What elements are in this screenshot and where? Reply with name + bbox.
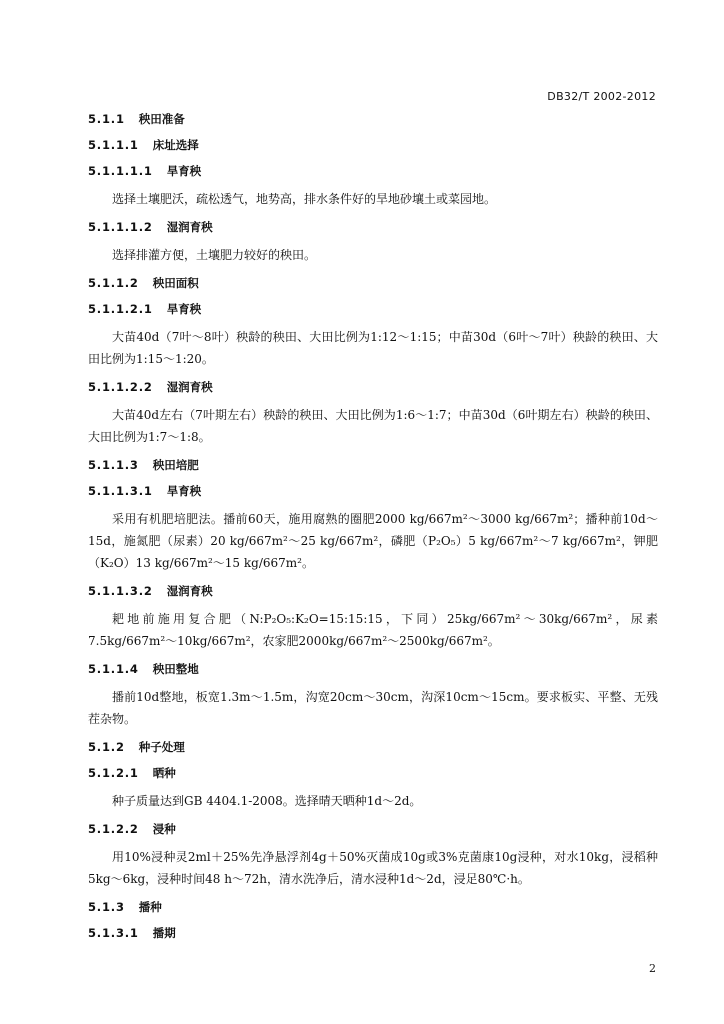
section-title: 湿润育秧 [166,220,213,234]
section-number: 5.1.3 [88,900,125,914]
section-number: 5.1.1.3.1 [88,484,153,498]
section-number: 5.1.1.4 [88,662,139,676]
section-title: 播种 [138,900,162,914]
paragraph: 采用有机肥培肥法。播前60天，施用腐熟的圈肥2000 kg/667m²～3000 kg/667m²；播种前10d～15d，施氮肥（尿素）20 kg/667m²～25 kg/667m²，磷肥（P₂O₅）5 kg/667m²～7 kg/667m²，钾肥（K₂O）13 kg/667m²～15 kg/667m²。 [88,512,658,570]
section-title: 种子处理 [138,740,185,754]
section-number: 5.1.2 [88,740,125,754]
paragraph: 选择排灌方便，土壤肥力较好的秧田。 [112,248,317,262]
section-heading [88,820,658,838]
section-number: 5.1.1.1.2 [88,220,153,234]
section-title: 湿润育秧 [166,584,213,598]
section-heading [88,274,658,292]
section-title: 秧田面积 [152,276,199,290]
section-title: 旱育秧 [166,302,202,316]
section-heading [88,110,658,128]
section-number: 5.1.1.2.2 [88,380,153,394]
section-number: 5.1.1.1.1 [88,164,153,178]
section-title: 湿润育秧 [166,380,213,394]
document-code: DB32/T 2002-2012 [547,90,656,103]
paragraph: 大苗40d（7叶～8叶）秧龄的秧田、大田比例为1:12～1:15；中苗30d（6叶～7叶）秧龄的秧田、大田比例为1:15～1:20。 [88,330,658,366]
section-title: 旱育秧 [166,484,202,498]
section-title: 浸种 [152,822,176,836]
section-heading [88,924,658,942]
section-title: 秧田培肥 [152,458,199,472]
paragraph: 用10%浸种灵2ml＋25%先净悬浮剂4g＋50%灭菌成10g或3%克菌康10g浸种，对水10kg，浸稻种5kg～6kg，浸种时间48 h～72h，清水洗净后，清水浸种1d～2d，浸足80℃·h。 [88,850,658,886]
section-heading [88,898,658,916]
section-number: 5.1.2.1 [88,766,139,780]
section-heading [88,582,658,600]
section-title: 旱育秧 [166,164,202,178]
section-number: 5.1.3.1 [88,926,139,940]
section-heading [88,136,658,154]
document-body [88,110,658,942]
section-heading [88,218,658,236]
section-heading [88,482,658,500]
section-number: 5.1.2.2 [88,822,139,836]
paragraph: 耙地前施用复合肥（N:P₂O₅:K₂O=15:15:15，下同）25kg/667m²～30kg/667m²，尿素7.5kg/667m²～10kg/667m²，农家肥2000kg/667m²～2500kg/667m²。 [88,612,658,648]
section-heading [88,660,658,678]
section-number: 5.1.1.2 [88,276,139,290]
section-title: 秧田准备 [138,112,185,126]
section-title: 床址选择 [152,138,199,152]
section-title: 秧田整地 [152,662,199,676]
section-number: 5.1.1.2.1 [88,302,153,316]
section-heading [88,378,658,396]
section-heading [88,456,658,474]
paragraph: 播前10d整地，板宽1.3m～1.5m，沟宽20cm～30cm，沟深10cm～15cm。要求板实、平整、无残茬杂物。 [88,690,658,726]
section-heading [88,764,658,782]
section-heading [88,738,658,756]
section-heading [88,162,658,180]
section-number: 5.1.1.3 [88,458,139,472]
section-title: 播期 [152,926,176,940]
section-number: 5.1.1 [88,112,125,126]
paragraph: 选择土壤肥沃，疏松透气，地势高，排水条件好的旱地砂壤土或菜园地。 [112,192,497,206]
section-number: 5.1.1.1 [88,138,139,152]
paragraph: 种子质量达到GB 4404.1-2008。选择晴天晒种1d～2d。 [112,794,422,808]
paragraph: 大苗40d左右（7叶期左右）秧龄的秧田、大田比例为1:6～1:7；中苗30d（6叶期左右）秧龄的秧田、大田比例为1:7～1:8。 [88,408,658,444]
section-title: 晒种 [152,766,176,780]
section-heading [88,300,658,318]
page-number: 2 [649,962,656,975]
section-number: 5.1.1.3.2 [88,584,153,598]
